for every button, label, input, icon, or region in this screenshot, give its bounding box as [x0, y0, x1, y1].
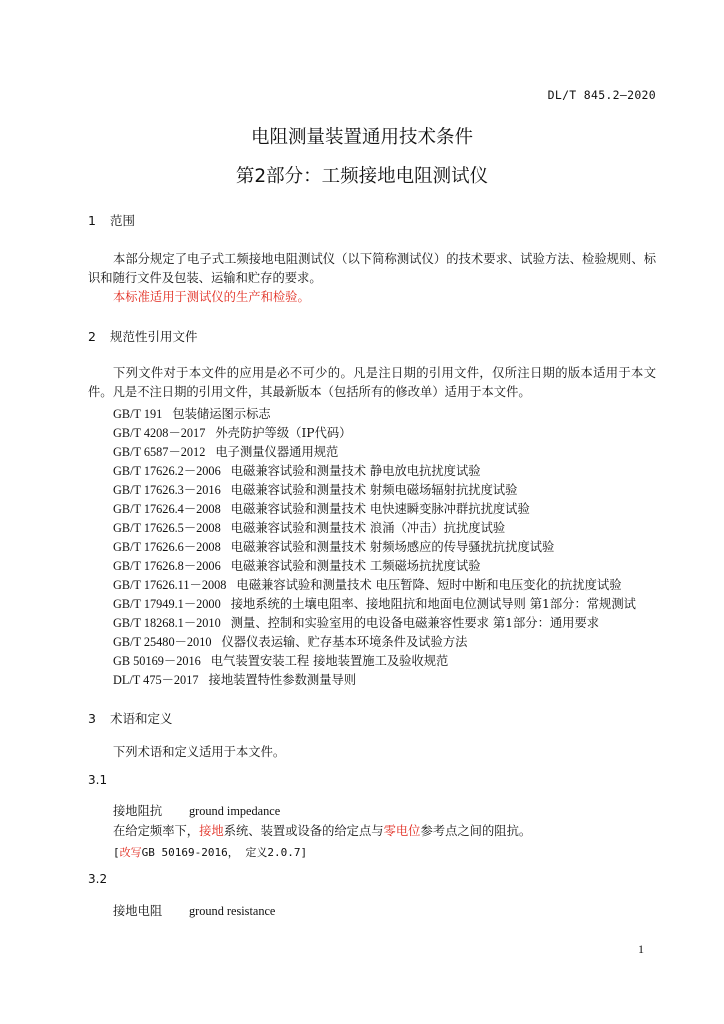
reference-item [113, 575, 622, 593]
term-name-zh: 接地电阻 [113, 904, 163, 918]
document-subtitle: 第2部分：工频接地电阻测试仪 [235, 166, 489, 187]
term-name-en: ground resistance [189, 904, 276, 918]
reference-code: GB/T 18268.1－2010 [113, 616, 221, 630]
reference-code: DL/T 475－2017 [113, 673, 199, 687]
reference-title: 电磁兼容试验和测量技术 静电放电抗扰度试验 [230, 464, 481, 478]
section-2-paragraph: 下列文件对于本文件的应用是必不可少的。凡是注日期的引用文件，仅所注日期的版本适用于本文件。凡是不注日期的引用文件，其最新版本（包括所有的修改单）适用于本文件。 [88, 366, 656, 399]
reference-item [113, 423, 351, 441]
section-number: 2 [88, 329, 96, 344]
section-number: 3 [88, 711, 96, 726]
reference-code: GB/T 4208－2017 [113, 426, 206, 440]
reference-item [113, 670, 356, 688]
reference-code: GB/T 17949.1－2000 [113, 597, 221, 611]
standard-code: DL/T 845.2—2020 [547, 88, 656, 102]
term-source: [改写GB 50169-2016， 定义2.0.7] [113, 846, 308, 859]
reference-item [113, 442, 338, 460]
document-title: 电阻测量装置通用技术条件 [250, 127, 473, 148]
page-number: 1 [638, 942, 644, 956]
term-number: 3.1 [88, 773, 108, 787]
term-number: 3.2 [88, 872, 108, 886]
reference-code: GB/T 25480－2010 [113, 635, 212, 649]
term-name-en: ground impedance [189, 804, 281, 818]
reference-item [113, 537, 554, 555]
reference-title: 电子测量仪器通用规范 [215, 445, 339, 459]
reference-title: 测量、控制和实验室用的电设备电磁兼容性要求 第1部分：通用要求 [230, 616, 600, 630]
reference-code: GB/T 191 [113, 407, 163, 421]
term-name-zh: 接地阻抗 [113, 804, 163, 818]
reference-item [113, 556, 481, 574]
reference-code: GB 50169－2016 [113, 654, 201, 668]
reference-item [113, 404, 271, 422]
section-1-heading [88, 211, 135, 229]
reference-item [113, 518, 505, 536]
reference-item [113, 480, 517, 498]
reference-item [113, 651, 448, 669]
section-number: 1 [88, 213, 96, 228]
reference-title: 电磁兼容试验和测量技术 射频场感应的传导骚扰抗扰度试验 [230, 540, 555, 554]
reference-code: GB/T 17626.11－2008 [113, 578, 227, 592]
section-3-heading [88, 709, 173, 727]
reference-code: GB/T 17626.3－2016 [113, 483, 221, 497]
reference-code: GB/T 17626.5－2008 [113, 521, 221, 535]
reference-item [113, 594, 636, 612]
reference-item [113, 613, 599, 631]
term-entry [113, 801, 280, 819]
section-2-heading [88, 327, 198, 345]
reference-code: GB/T 6587－2012 [113, 445, 206, 459]
section-1-paragraph: 本部分规定了电子式工频接地电阻测试仪（以下简称测试仪）的技术要求、试验方法、检验规则、标识和随行文件及包装、运输和贮存的要求。 [88, 252, 656, 285]
reference-title: 电磁兼容试验和测量技术 浪涌（冲击）抗扰度试验 [230, 521, 506, 535]
reference-title: 电气装置安装工程 接地装置施工及验收规范 [210, 654, 449, 668]
scope-applicability: 本标准适用于测试仪的生产和检验。 [113, 290, 310, 304]
section-title: 范围 [110, 213, 136, 228]
reference-title: 外壳防护等级（IP代码） [215, 426, 352, 440]
reference-code: GB/T 17626.6－2008 [113, 540, 221, 554]
reference-title: 包装储运图示标志 [172, 407, 271, 421]
reference-item [113, 499, 530, 517]
term-definition: 在给定频率下，接地系统、装置或设备的给定点与零电位参考点之间的阻抗。 [113, 824, 532, 838]
reference-title: 接地装置特性参数测量导则 [208, 673, 357, 687]
reference-title: 电磁兼容试验和测量技术 工频磁场抗扰度试验 [230, 559, 481, 573]
reference-item [113, 461, 481, 479]
term-entry [113, 901, 275, 919]
reference-item [113, 632, 467, 650]
section-title: 规范性引用文件 [110, 329, 198, 344]
section-3-paragraph: 下列术语和定义适用于本文件。 [113, 745, 286, 759]
reference-title: 接地系统的土壤电阻率、接地阻抗和地面电位测试导则 第1部分：常规测试 [230, 597, 636, 611]
reference-code: GB/T 17626.4－2008 [113, 502, 221, 516]
reference-title: 电磁兼容试验和测量技术 电快速瞬变脉冲群抗扰度试验 [230, 502, 530, 516]
reference-title: 电磁兼容试验和测量技术 电压暂降、短时中断和电压变化的抗扰度试验 [236, 578, 622, 592]
reference-code: GB/T 17626.8－2006 [113, 559, 221, 573]
reference-title: 仪器仪表运输、贮存基本环境条件及试验方法 [221, 635, 468, 649]
section-title: 术语和定义 [110, 711, 173, 726]
reference-title: 电磁兼容试验和测量技术 射频电磁场辐射抗扰度试验 [230, 483, 518, 497]
reference-code: GB/T 17626.2－2006 [113, 464, 221, 478]
